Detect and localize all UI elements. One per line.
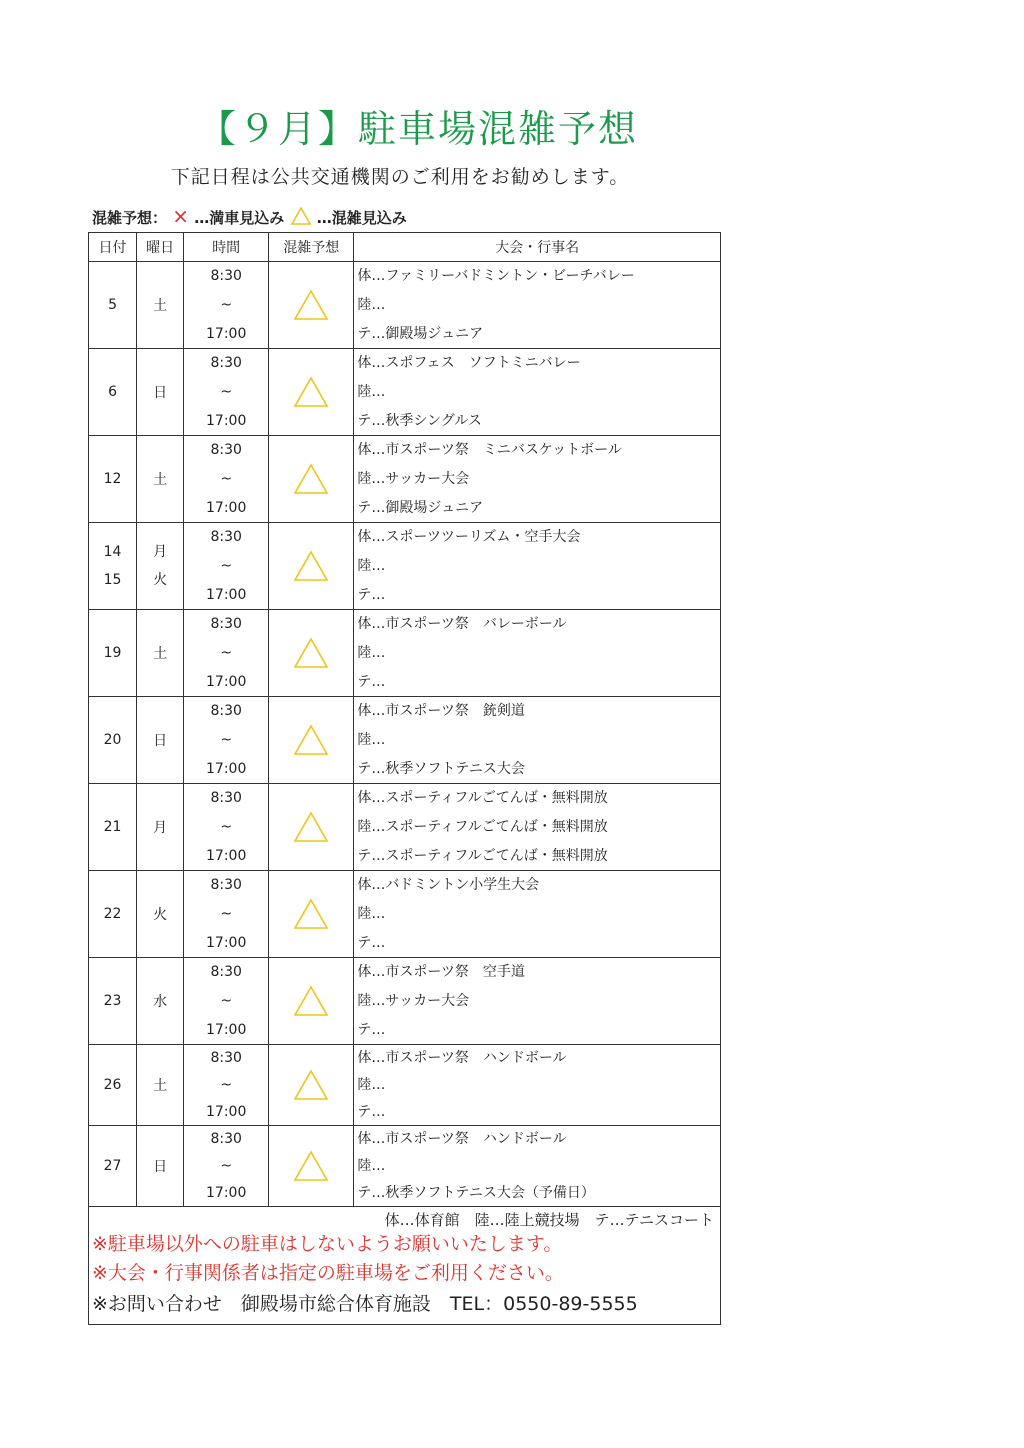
legend — [92, 204, 407, 228]
forecast-cell — [269, 523, 354, 610]
event-tennis: テ…秋季ソフトテニス大会（予備日） — [357, 1184, 595, 1201]
date-cell-value: 6 — [108, 384, 117, 400]
date-cell — [89, 784, 137, 871]
event-track: 陸… — [357, 905, 386, 922]
dow-cell-value: 月 — [153, 544, 168, 560]
event-tennis: テ… — [357, 934, 386, 951]
table-header-row — [89, 233, 721, 262]
time-end: 17:00 — [206, 673, 247, 690]
event-gym: 体…市スポーツ祭 空手道 — [357, 964, 525, 981]
time-cell — [184, 784, 269, 871]
date-cell — [89, 349, 137, 436]
dow-cell-value-2: 火 — [153, 572, 168, 588]
legend-triangle-text: …混雑見込み — [316, 209, 407, 227]
date-cell — [89, 436, 137, 523]
event-gym: 体…市スポーツ祭 ミニバスケットボール — [357, 442, 622, 459]
time-start: 8:30 — [210, 1131, 242, 1148]
dow-cell — [137, 1126, 184, 1207]
contact-note: ※お問い合わせ 御殿場市総合体育施設 TEL：0550-89-5555 — [92, 1293, 638, 1315]
forecast-cell — [269, 871, 354, 958]
triangle-icon — [293, 898, 329, 930]
forecast-cell — [269, 784, 354, 871]
dow-cell-value: 土 — [153, 646, 168, 662]
time-start: 8:30 — [210, 616, 242, 633]
events-cell — [354, 784, 721, 871]
dow-cell — [137, 349, 184, 436]
event-gym: 体…市スポーツ祭 ハンドボール — [357, 1131, 567, 1148]
table-row — [89, 610, 721, 697]
table-row — [89, 784, 721, 871]
events-cell — [354, 523, 721, 610]
dow-cell-value: 日 — [153, 385, 168, 401]
triangle-icon — [293, 637, 329, 669]
event-gym: 体…市スポーツ祭 バレーボール — [357, 616, 567, 633]
date-cell-value: 22 — [103, 906, 122, 922]
date-cell-value: 20 — [103, 732, 122, 748]
time-end: 17:00 — [206, 760, 247, 777]
time-start: 8:30 — [210, 964, 242, 981]
event-tennis: テ… — [357, 1021, 386, 1038]
time-start: 8:30 — [210, 268, 242, 285]
time-cell — [184, 523, 269, 610]
cross-icon: × — [172, 204, 190, 228]
time-cell — [184, 1045, 269, 1126]
dow-cell — [137, 871, 184, 958]
dow-cell — [137, 697, 184, 784]
time-start: 8:30 — [210, 703, 242, 720]
events-cell — [354, 610, 721, 697]
forecast-cell — [269, 1126, 354, 1207]
date-cell-value: 5 — [108, 297, 117, 313]
page-title: 【９月】駐車場混雑予想 — [197, 107, 638, 151]
event-track: 陸…サッカー大会 — [357, 470, 470, 487]
dow-cell — [137, 1045, 184, 1126]
time-cell — [184, 697, 269, 784]
page-subtitle: 下記日程は公共交通機関のご利用をお勧めします。 — [170, 166, 630, 188]
date-cell — [89, 697, 137, 784]
time-cell — [184, 262, 269, 349]
events-cell — [354, 1126, 721, 1207]
time-start: 8:30 — [210, 529, 242, 546]
dow-cell-value: 火 — [153, 907, 168, 923]
triangle-icon — [290, 206, 312, 226]
time-end: 17:00 — [206, 1184, 247, 1201]
legend-prefix: 混雑予想： — [92, 209, 168, 227]
forecast-cell — [269, 610, 354, 697]
time-end: 17:00 — [206, 586, 247, 603]
date-cell-value-2: 15 — [103, 572, 122, 588]
event-gym: 体…市スポーツ祭 ハンドボール — [357, 1050, 567, 1067]
time-separator: ~ — [220, 905, 233, 922]
dow-cell-value: 水 — [153, 994, 168, 1010]
event-tennis: テ…秋季ソフトテニス大会 — [357, 760, 525, 777]
table-row — [89, 1126, 721, 1207]
event-gym: 体…スポーツツーリズム・空手大会 — [357, 529, 581, 546]
table-row — [89, 871, 721, 958]
time-cell — [184, 958, 269, 1045]
header-date: 日付 — [89, 233, 137, 262]
forecast-cell — [269, 1045, 354, 1126]
time-separator: ~ — [220, 1157, 233, 1174]
event-tennis: テ… — [357, 586, 386, 603]
time-end: 17:00 — [206, 325, 247, 342]
time-separator: ~ — [220, 383, 233, 400]
date-cell-value: 26 — [103, 1077, 122, 1093]
event-track: 陸… — [357, 731, 386, 748]
events-cell — [354, 697, 721, 784]
events-cell — [354, 1045, 721, 1126]
event-track: 陸… — [357, 1157, 386, 1174]
time-cell — [184, 610, 269, 697]
time-cell — [184, 871, 269, 958]
notes-cell — [89, 1207, 721, 1325]
event-gym: 体…スポフェス ソフトミニバレー — [357, 355, 581, 372]
dow-cell-value: 日 — [153, 733, 168, 749]
table-row — [89, 697, 721, 784]
triangle-icon — [293, 985, 329, 1017]
time-start: 8:30 — [210, 355, 242, 372]
event-track: 陸… — [357, 644, 386, 661]
time-separator: ~ — [220, 1076, 233, 1093]
event-gym: 体…バドミントン小学生大会 — [357, 877, 540, 894]
events-cell — [354, 436, 721, 523]
date-cell — [89, 1126, 137, 1207]
time-end: 17:00 — [206, 1103, 247, 1120]
event-tennis: テ…秋季シングルス — [357, 412, 482, 429]
triangle-icon — [293, 289, 329, 321]
warning-note-1: ※駐車場以外への駐車はしないようお願いいたします。 — [92, 1233, 563, 1255]
date-cell — [89, 610, 137, 697]
forecast-cell — [269, 262, 354, 349]
dow-cell-value: 土 — [153, 1078, 168, 1094]
table-row — [89, 958, 721, 1045]
time-start: 8:30 — [210, 1050, 242, 1067]
triangle-icon — [293, 1069, 329, 1101]
dow-cell — [137, 610, 184, 697]
table-row — [89, 523, 721, 610]
forecast-cell — [269, 697, 354, 784]
legend-cross-text: …満車見込み — [194, 209, 285, 227]
time-cell — [184, 436, 269, 523]
event-gym: 体…スポーティフルごてんば・無料開放 — [357, 790, 608, 807]
event-track: 陸… — [357, 383, 386, 400]
event-tennis: テ…御殿場ジュニア — [357, 325, 484, 342]
table-row — [89, 1045, 721, 1126]
time-separator: ~ — [220, 470, 233, 487]
forecast-cell — [269, 349, 354, 436]
time-separator: ~ — [220, 731, 233, 748]
event-tennis: テ… — [357, 673, 386, 690]
table-row — [89, 436, 721, 523]
header-time: 時間 — [184, 233, 269, 262]
dow-cell-value: 土 — [153, 472, 168, 488]
time-start: 8:30 — [210, 790, 242, 807]
event-track: 陸…スポーティフルごてんば・無料開放 — [357, 818, 608, 835]
time-start: 8:30 — [210, 442, 242, 459]
notes-row — [89, 1207, 721, 1325]
dow-cell-value: 月 — [153, 820, 168, 836]
time-end: 17:00 — [206, 934, 247, 951]
triangle-icon — [293, 1150, 329, 1182]
event-tennis: テ…御殿場ジュニア — [357, 499, 484, 516]
dow-cell — [137, 958, 184, 1045]
triangle-icon — [293, 811, 329, 843]
forecast-cell — [269, 958, 354, 1045]
date-cell-value: 21 — [103, 819, 122, 835]
event-track: 陸…サッカー大会 — [357, 992, 470, 1009]
events-cell — [354, 262, 721, 349]
dow-cell — [137, 436, 184, 523]
time-cell — [184, 1126, 269, 1207]
time-end: 17:00 — [206, 847, 247, 864]
events-cell — [354, 958, 721, 1045]
dow-cell — [137, 262, 184, 349]
header-events: 大会・行事名 — [354, 233, 721, 262]
header-forecast: 混雑予想 — [269, 233, 354, 262]
date-cell-value: 14 — [103, 544, 122, 560]
event-track: 陸… — [357, 1076, 386, 1093]
event-track: 陸… — [357, 557, 386, 574]
time-end: 17:00 — [206, 499, 247, 516]
date-cell — [89, 958, 137, 1045]
table-row — [89, 262, 721, 349]
date-cell — [89, 1045, 137, 1126]
triangle-icon — [293, 463, 329, 495]
event-tennis: テ… — [357, 1103, 386, 1120]
forecast-cell — [269, 436, 354, 523]
time-cell — [184, 349, 269, 436]
table-row — [89, 349, 721, 436]
time-separator: ~ — [220, 818, 233, 835]
event-gym: 体…市スポーツ祭 銃剣道 — [357, 703, 525, 720]
time-separator: ~ — [220, 992, 233, 1009]
venue-key: 体…体育館 陸…陸上競技場 テ…テニスコート — [384, 1211, 714, 1229]
date-cell — [89, 871, 137, 958]
events-cell — [354, 871, 721, 958]
warning-note-2: ※大会・行事関係者は指定の駐車場をご利用ください。 — [92, 1262, 564, 1284]
triangle-icon — [293, 724, 329, 756]
time-separator: ~ — [220, 296, 233, 313]
header-dow: 曜日 — [137, 233, 184, 262]
date-cell-value: 23 — [103, 993, 122, 1009]
time-separator: ~ — [220, 557, 233, 574]
date-cell — [89, 262, 137, 349]
dow-cell — [137, 523, 184, 610]
event-tennis: テ…スポーティフルごてんば・無料開放 — [357, 847, 608, 864]
date-cell-value: 27 — [103, 1158, 122, 1174]
time-separator: ~ — [220, 644, 233, 661]
date-cell-value: 19 — [103, 645, 122, 661]
time-start: 8:30 — [210, 877, 242, 894]
date-cell-value: 12 — [103, 471, 122, 487]
triangle-icon — [293, 550, 329, 582]
time-end: 17:00 — [206, 1021, 247, 1038]
events-cell — [354, 349, 721, 436]
event-gym: 体…ファミリーバドミントン・ビーチバレー — [357, 268, 635, 285]
dow-cell-value: 日 — [153, 1159, 168, 1175]
time-end: 17:00 — [206, 412, 247, 429]
event-track: 陸… — [357, 296, 386, 313]
date-cell — [89, 523, 137, 610]
triangle-icon — [293, 376, 329, 408]
dow-cell — [137, 784, 184, 871]
schedule-table — [88, 232, 721, 1325]
dow-cell-value: 土 — [153, 298, 168, 314]
